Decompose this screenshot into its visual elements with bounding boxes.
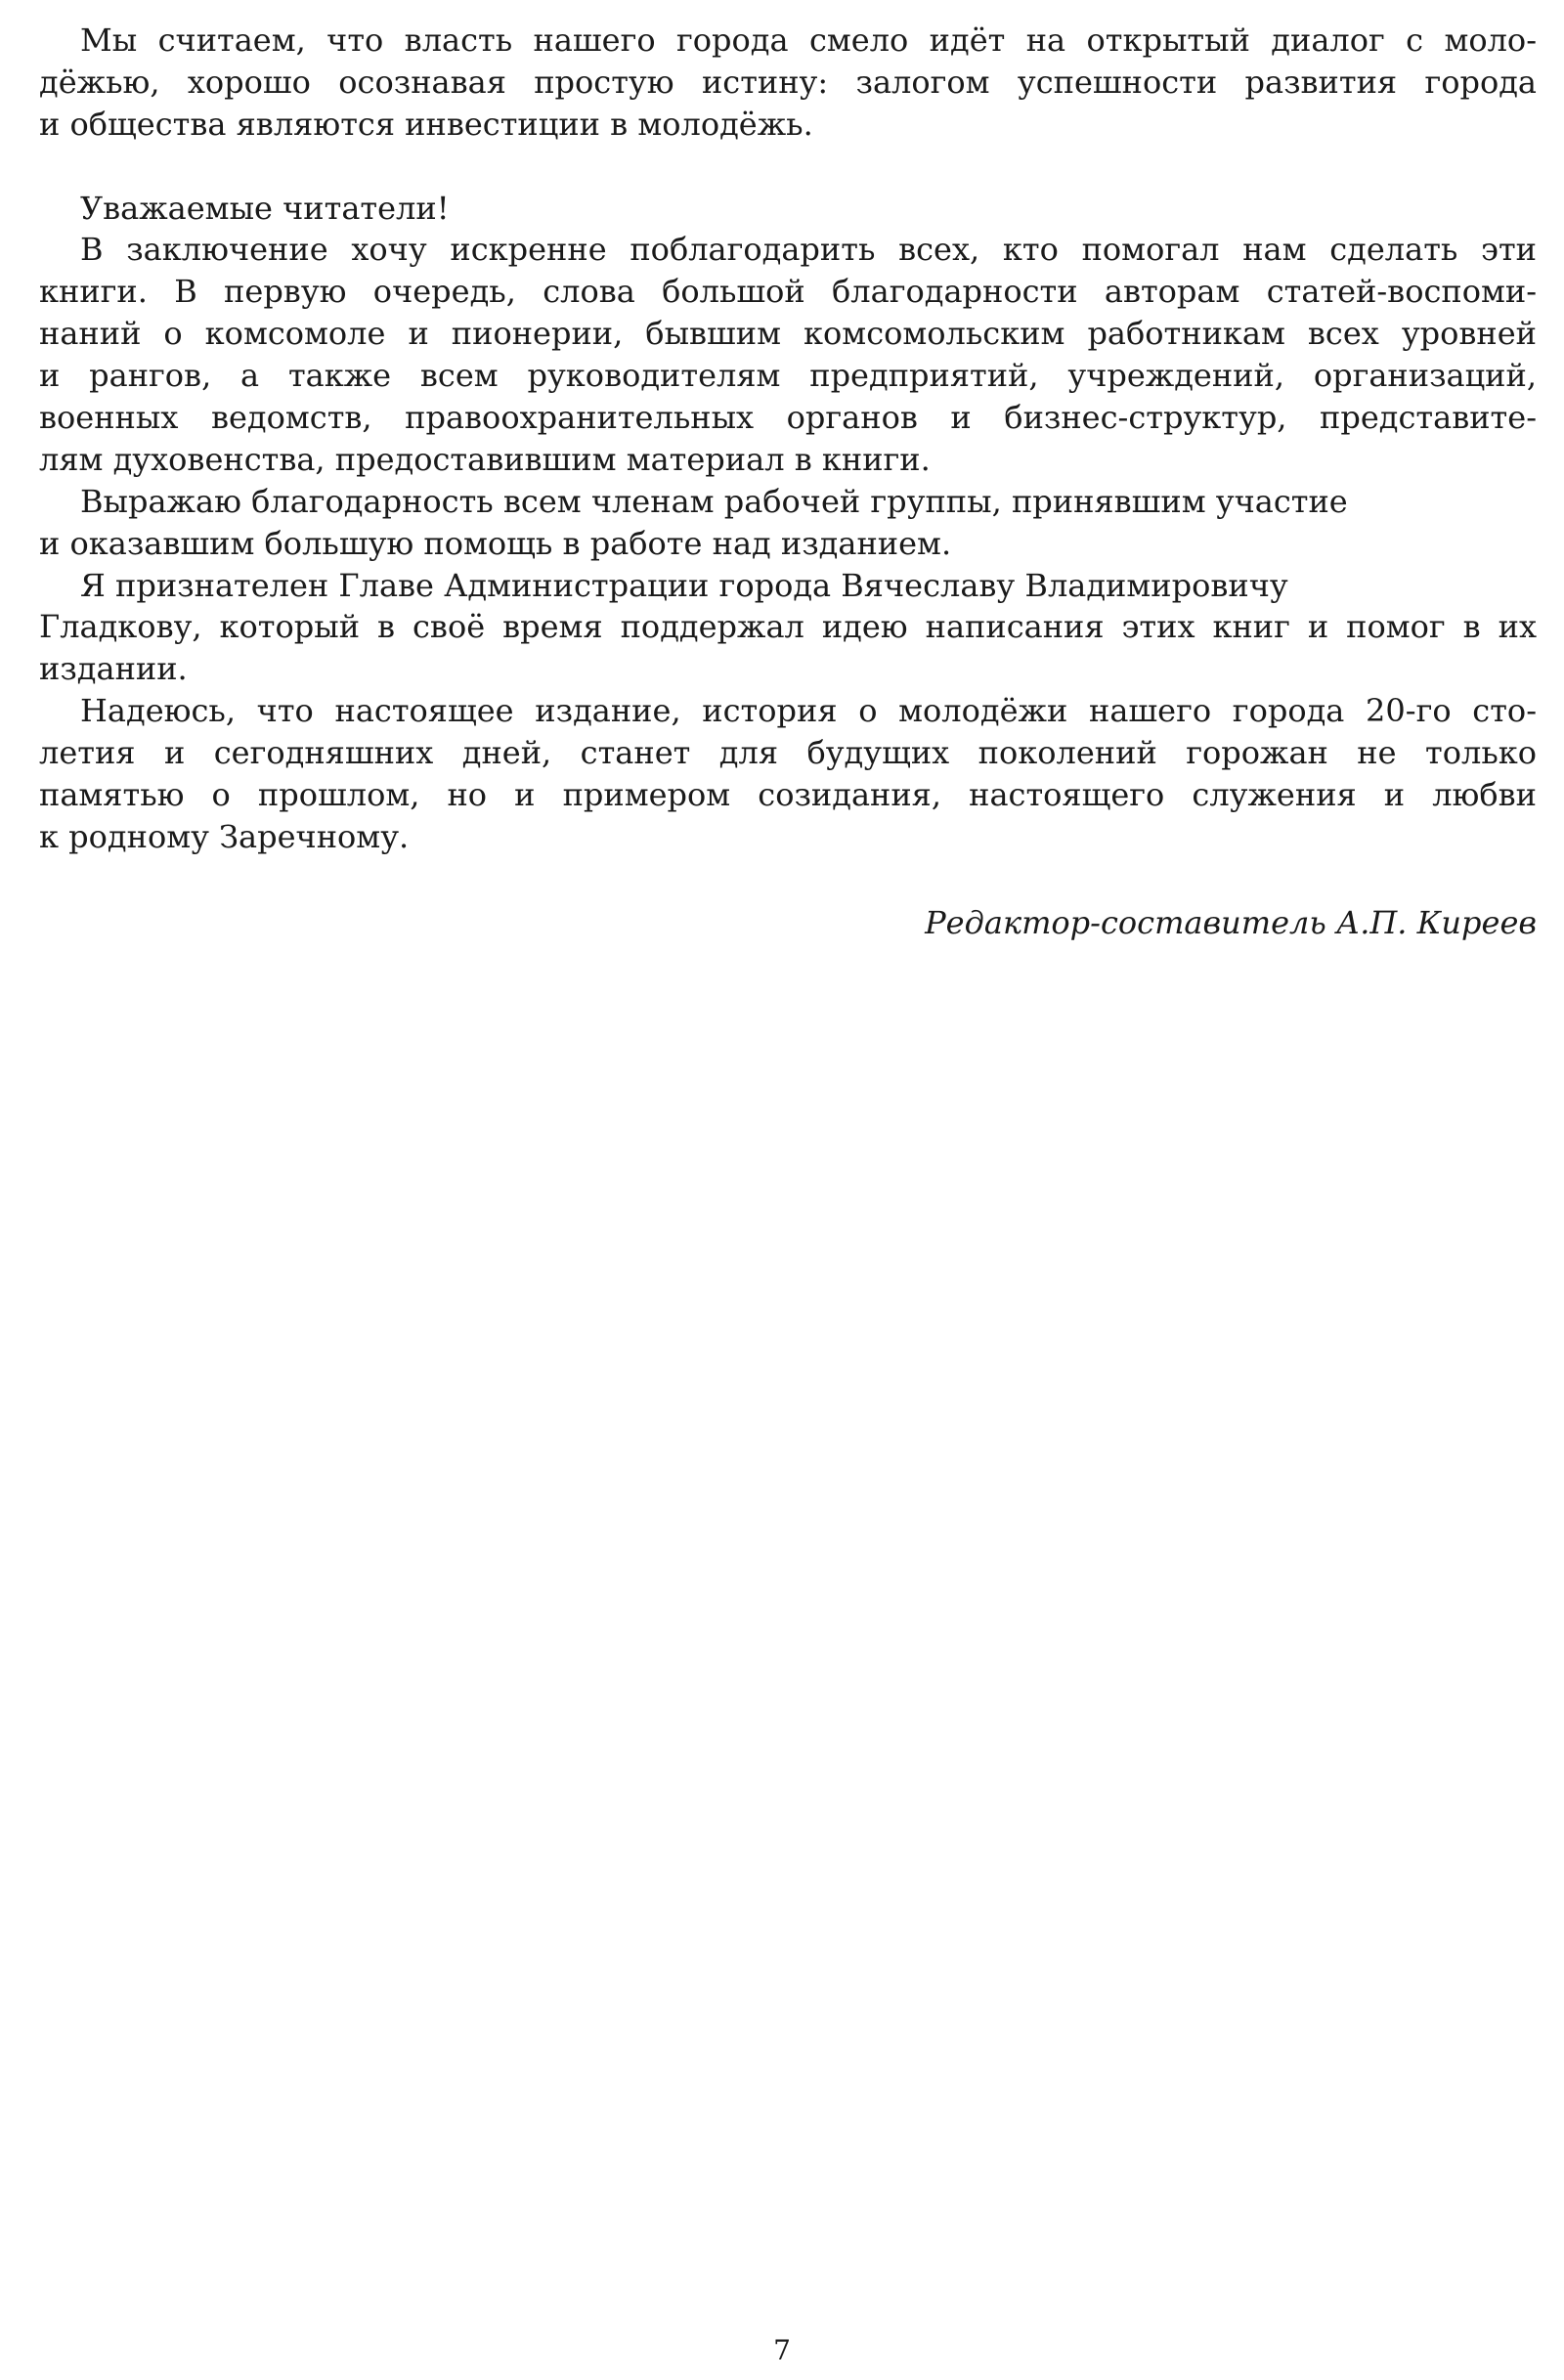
text-line: и рангов, а также всем руководителям предприятий, учреждений, организаций,: [39, 357, 1537, 395]
text-line: Мы считаем, что власть нашего города смело идёт на открытый диалог с моло-: [80, 22, 1537, 59]
page-number: 7: [773, 2334, 791, 2366]
text-line: книги. В первую очередь, слова большой благодарности авторам статей-воспоми-: [39, 273, 1537, 311]
paragraph-thanks-head: [39, 565, 1537, 691]
text-line: Я признателен Главе Администрации города Вячеславу Владимировичу: [80, 566, 1288, 604]
text-line: к родному Заречному.: [39, 817, 410, 855]
paragraph-gap: [39, 146, 1537, 188]
text-line: памятью о прошлом, но и примером созидания, настоящего служения и любви: [39, 776, 1537, 814]
page-body: [39, 20, 1537, 858]
text-line: Надеюсь, что настоящее издание, история о молодёжи нашего города 20-го сто-: [80, 692, 1537, 730]
text-line: Выражаю благодарность всем членам рабочей группы, принявшим участие: [80, 482, 1348, 520]
text-line: наний о комсомоле и пионерии, бывшим комсомольским работникам всех уровней: [39, 315, 1537, 353]
paragraph-thanks-authors: [39, 229, 1537, 480]
text-line: Уважаемые читатели!: [80, 189, 450, 227]
text-line: лям духовенства, предоставившим материал в книги.: [39, 440, 931, 478]
text-line: Гладкову, который в своё время поддержал идею написания этих книг и помог в их: [39, 608, 1537, 646]
text-line: В заключение хочу искренне поблагодарить всех, кто помогал нам сделать эти: [80, 231, 1537, 269]
text-line: дёжью, хорошо осознавая простую истину: залогом успешности развития города: [39, 63, 1537, 101]
paragraph-youth-dialogue: [39, 20, 1537, 146]
paragraph-greeting: [39, 188, 1537, 230]
text-line: летия и сегодняшних дней, станет для будущих поколений горожан не только: [39, 734, 1537, 772]
text-line: военных ведомств, правоохранительных органов и бизнес-структур, представите-: [39, 399, 1537, 437]
text-line: издании.: [39, 650, 188, 688]
paragraph-hope: [39, 690, 1537, 858]
text-line: и оказавшим большую помощь в работе над изданием.: [39, 524, 952, 562]
text-line: и общества являются инвестиции в молодёжь.: [39, 105, 813, 143]
paragraph-thanks-group: [39, 481, 1537, 565]
editor-signature: Редактор-составитель А.П. Киреев: [925, 904, 1537, 941]
